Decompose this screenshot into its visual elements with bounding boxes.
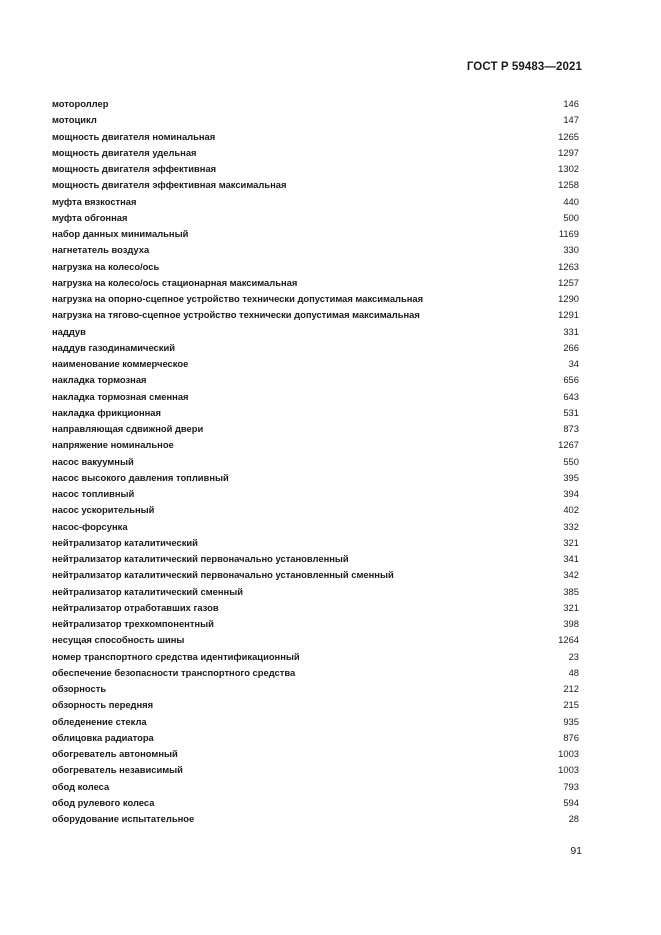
index-term: обод рулевого колеса [52,796,155,808]
index-page-ref: 147 [563,114,579,126]
index-page-ref: 1257 [558,276,579,288]
index-term: оборудование испытательное [52,813,195,824]
index-entry [52,161,579,177]
index-entry [52,502,579,518]
index-entry [52,177,579,193]
index-entry [52,129,579,145]
index-term: насос-форсунка [52,520,128,532]
index-term: обод колеса [52,780,110,792]
index-term: номер транспортного средства идентификационный [52,650,300,662]
index-entry [52,210,579,226]
index-page-ref: 1263 [558,260,579,272]
index-entry [52,389,579,405]
index-page-ref: 215 [563,699,579,711]
index-page-ref: 402 [563,504,579,516]
index-page-ref: 321 [563,601,579,613]
index-term: наддув [52,325,86,337]
index-entry [52,372,579,388]
index-page-ref: 395 [563,471,579,483]
index-page-ref: 321 [563,536,579,548]
index-term: наименование коммерческое [52,358,189,369]
index-page-ref: 146 [563,98,579,109]
index-entry [52,242,579,258]
index-term: облицовка радиатора [52,731,154,743]
index-term: насос вакуумный [52,455,134,467]
index-entry [52,96,579,112]
index-entry [52,681,579,697]
index-term: напряжение номинальное [52,439,174,451]
index-page-ref: 1291 [558,309,579,321]
index-entry [52,795,579,811]
document-header-id: ГОСТ Р 59483—2021 [466,61,582,73]
index-entry [52,567,579,583]
index-term: нейтрализатор отработавших газов [52,601,219,613]
index-entry [52,112,579,128]
index-term: обеспечение безопасности транспортного средства [52,666,296,678]
index-entry [52,340,579,356]
index-term: нейтрализатор каталитический первоначально установленный сменный [52,569,394,581]
index-page-ref: 594 [563,796,579,808]
index-page-ref: 341 [563,553,579,564]
index-page-ref: 1003 [558,748,579,759]
index-entry [52,356,579,372]
index-term: муфта обгонная [52,211,128,223]
index-page-ref: 385 [563,585,579,597]
index-page-ref: 793 [563,780,579,792]
index-page-ref: 643 [563,390,579,402]
index-term: несущая способность шины [52,634,185,646]
index-entry [52,616,579,632]
index-entry [52,259,579,275]
index-entry [52,307,579,323]
index-page-ref: 212 [563,683,579,694]
index-page-ref: 876 [563,731,579,743]
index-entry [52,779,579,795]
index-entry [52,291,579,307]
alphabetical-index-list [52,96,579,827]
index-entry [52,486,579,502]
index-entry [52,145,579,161]
index-page-ref: 342 [563,569,579,581]
index-entry [52,746,579,762]
index-term: насос топливный [52,488,135,499]
index-page-ref: 1265 [558,130,579,142]
index-term: накладка тормозная сменная [52,390,189,402]
index-page-ref: 1258 [558,179,579,191]
index-page-ref: 48 [568,666,579,678]
index-entry [52,226,579,242]
index-entry [52,714,579,730]
index-term: накладка тормозная [52,374,147,386]
index-term: нагрузка на тягово-сцепное устройство технически допустимая максимальная [52,309,420,321]
index-term: мотороллер [52,98,109,109]
index-page-ref: 531 [563,406,579,418]
index-page-ref: 330 [563,244,579,256]
index-entry [52,762,579,778]
index-entry [52,470,579,486]
index-term: обзорность [52,683,107,694]
index-term: обзорность передняя [52,699,154,711]
index-page-ref: 500 [563,211,579,223]
index-page-ref: 1003 [558,764,579,776]
index-page-ref: 873 [563,423,579,434]
index-term: муфта вязкостная [52,195,137,207]
index-entry [52,600,579,616]
index-page-ref: 394 [563,488,579,499]
index-entry [52,665,579,681]
index-term: нагрузка на колесо/ось стационарная максимальная [52,276,298,288]
index-entry [52,697,579,713]
index-term: набор данных минимальный [52,228,189,239]
index-term: мотоцикл [52,114,97,126]
index-term: накладка фрикционная [52,406,161,418]
index-page-ref: 550 [563,455,579,467]
index-entry [52,632,579,648]
page-number: 91 [570,845,582,857]
index-term: мощность двигателя эффективная максимальная [52,179,287,191]
index-page-ref: 34 [568,358,579,369]
index-entry [52,275,579,291]
index-term: обледенение стекла [52,715,147,727]
index-page-ref: 935 [563,715,579,727]
index-term: мощность двигателя эффективная [52,163,217,174]
index-term: нейтрализатор трехкомпонентный [52,618,214,629]
index-entry [52,405,579,421]
index-term: нейтрализатор каталитический сменный [52,585,243,597]
index-entry [52,437,579,453]
index-page-ref: 1169 [558,228,579,239]
index-page-ref: 23 [568,650,579,662]
index-page-ref: 266 [563,341,579,353]
index-term: нейтрализатор каталитический [52,536,198,548]
index-page-ref: 28 [568,813,579,824]
index-page-ref: 332 [563,520,579,532]
index-entry [52,324,579,340]
index-term: нагнетатель воздуха [52,244,150,256]
index-term: направляющая сдвижной двери [52,423,204,434]
index-entry [52,454,579,470]
index-entry [52,551,579,567]
index-entry [52,421,579,437]
index-page-ref: 331 [563,325,579,337]
index-term: нагрузка на опорно-сцепное устройство технически допустимая максимальная [52,293,424,304]
index-page-ref: 1297 [558,146,579,158]
index-page-ref: 440 [563,195,579,207]
index-page-ref: 1290 [558,293,579,304]
index-term: насос ускорительный [52,504,155,516]
index-entry [52,649,579,665]
index-term: обогреватель независимый [52,764,183,776]
index-term: обогреватель автономный [52,748,178,759]
index-page-ref: 656 [563,374,579,386]
index-page-ref: 398 [563,618,579,629]
index-entry [52,584,579,600]
index-entry [52,194,579,210]
index-entry [52,519,579,535]
index-page-ref: 1264 [558,634,579,646]
index-entry [52,811,579,827]
index-page-ref: 1302 [558,163,579,174]
index-term: нагрузка на колесо/ось [52,260,160,272]
index-entry [52,730,579,746]
index-term: мощность двигателя номинальная [52,130,216,142]
index-term: наддув газодинамический [52,341,175,353]
index-entry [52,535,579,551]
index-term: нейтрализатор каталитический первоначально установленный [52,553,349,564]
index-term: мощность двигателя удельная [52,146,197,158]
index-page-ref: 1267 [558,439,579,451]
index-term: насос высокого давления топливный [52,471,229,483]
